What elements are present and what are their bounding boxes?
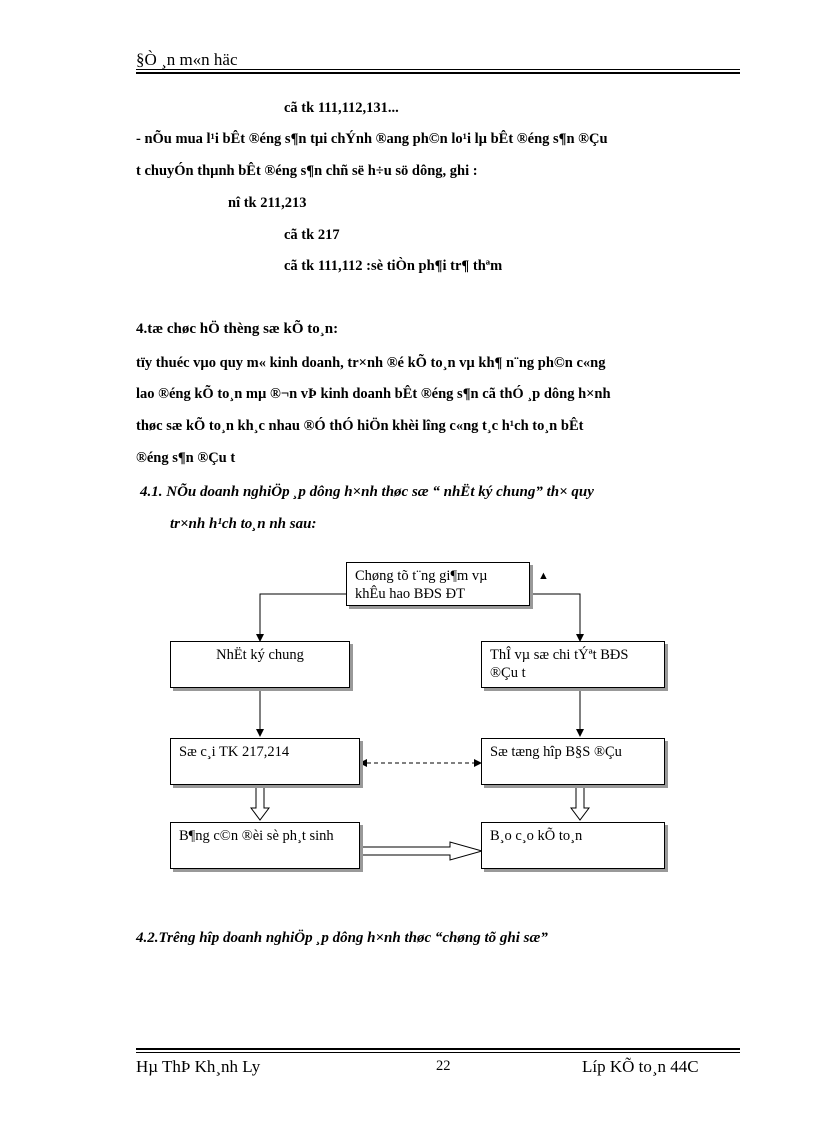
subsection42: 4.2.Trêng hîp doanh nghiÖp ¸p dông h×nh thøc “chøng tõ ghi sæ” — [136, 930, 548, 946]
box-bao-cao-ke-toan: B¸o c¸o kÕ to¸n — [481, 822, 665, 869]
box-so-cai: Sæ c¸i TK 217,214 — [170, 738, 360, 785]
arrow-top-to-left1 — [260, 594, 346, 641]
para2-line1: tïy thuéc vµo quy m« kinh doanh, tr×nh ®é kÕ to¸n vµ kh¶ n¨ng ph©n c«ng — [136, 355, 606, 371]
hollow-arrow-left — [251, 785, 269, 820]
box-so-tong-hop: Sæ tæng hîp B§S ®Çu — [481, 738, 665, 785]
footer-class: Líp KÕ to¸n 44C — [582, 1057, 699, 1076]
para2-line3: thøc sæ kÕ to¸n kh¸c nhau ®Ó thÓ hiÖn khèi lîng c«ng t¸c h¹ch to¸n bÊt — [136, 418, 584, 434]
para1-line2: t chuyÓn thµnh bÊt ®éng s¶n chñ së h÷u sö dông, ghi : — [136, 163, 478, 179]
section4-heading: 4.tæ chøc hÖ thèng sæ kÕ to¸n: — [136, 321, 339, 337]
arrow-top-to-right1 — [530, 594, 580, 641]
header-title: §Ò ¸n m«n häc — [136, 50, 238, 69]
box-nhat-ky-chung: NhËt ký chung — [170, 641, 350, 688]
footer-rule-thin — [136, 1052, 740, 1053]
para1-line1: - nÕu mua l¹i bÊt ®éng s¶n tµi chÝnh ®ang ph©n lo¹i lµ bÊt ®éng s¶n ®Çu — [136, 131, 608, 147]
footer-rule-thick — [136, 1048, 740, 1050]
text-line-co-tk: cã tk 111,112,131... — [284, 100, 399, 116]
box-the-so-chi-tiet: ThÎ vµ sæ chi tÝªt BĐS ®Çu t — [481, 641, 665, 688]
hollow-arrow-bottom — [360, 842, 482, 860]
entry-no: nî tk 211,213 — [228, 195, 307, 211]
entry-co-2: cã tk 111,112 :sè tiÒn ph¶i tr¶ thªm — [284, 258, 503, 274]
footer-page-number: 22 — [436, 1058, 451, 1074]
footer-author: Hµ ThÞ Kh¸nh Ly — [136, 1057, 261, 1076]
subsection41-line1: 4.1. NÕu doanh nghiÖp ¸p dông h×nh thøc sæ “ nhËt ký chung” th× quy — [140, 484, 594, 500]
box-chung-tu: Chøng tõ t¨ng gi¶m vµ khÊu hao BĐS ĐT — [346, 562, 530, 606]
para2-line4: ®éng s¶n ®Çu t — [136, 450, 236, 466]
para2-line2: lao ®éng kÕ to¸n mµ ®¬n vÞ kinh doanh bÊt ®éng s¶n cã thÓ ¸p dông h×nh — [136, 386, 611, 402]
entry-co-1: cã tk 217 — [284, 227, 340, 243]
subsection41-line2: tr×nh h¹ch to¸n nh sau: — [170, 516, 317, 532]
hollow-arrow-right — [571, 785, 589, 820]
box-bang-can-doi: B¶ng c©n ®èi sè ph¸t sinh — [170, 822, 360, 869]
up-marker-icon: ▲ — [538, 570, 549, 582]
